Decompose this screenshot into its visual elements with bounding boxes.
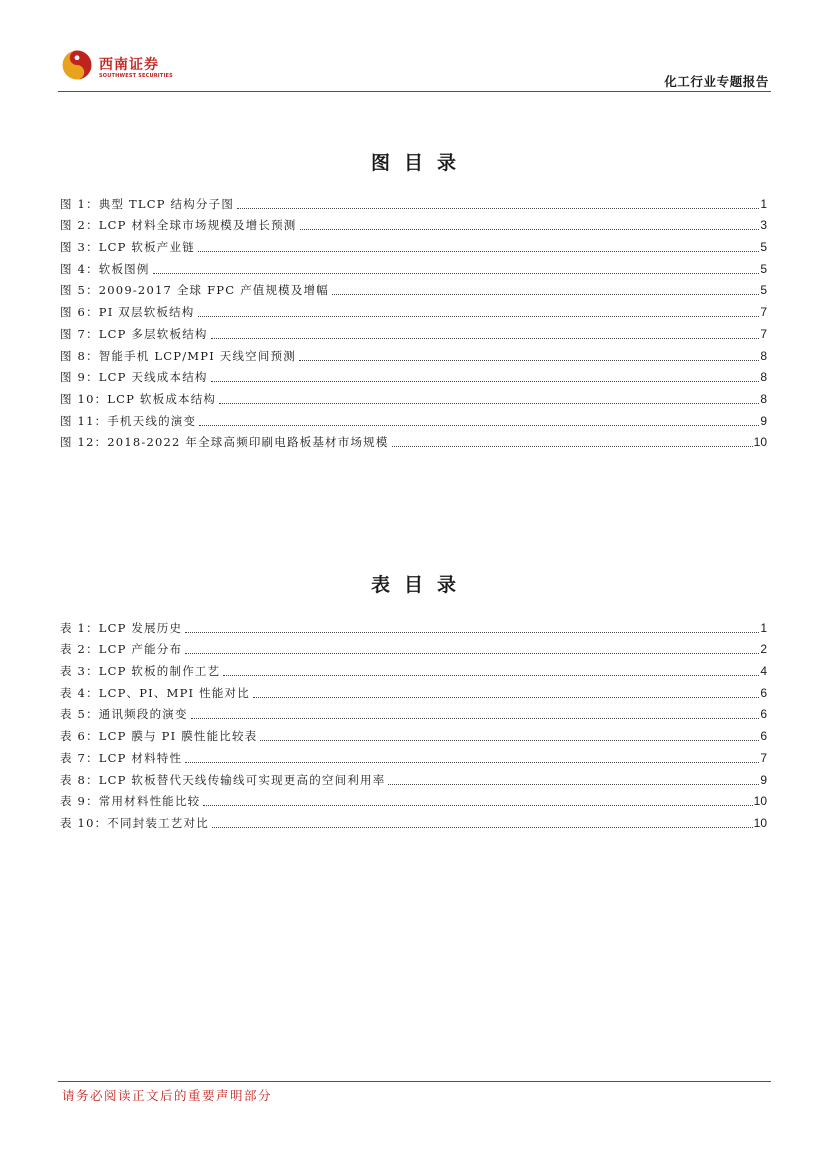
dot-leader bbox=[153, 273, 760, 274]
dot-leader bbox=[237, 208, 759, 209]
dot-leader bbox=[299, 360, 759, 361]
table-toc-entry[interactable] bbox=[60, 679, 767, 701]
figure-toc-entry[interactable] bbox=[60, 407, 767, 429]
dot-leader bbox=[332, 294, 759, 295]
table-entry-label: 表 9：常用材料性能比较 bbox=[60, 794, 201, 809]
figure-entry-page-number: 8 bbox=[760, 370, 767, 385]
figure-toc-entry[interactable] bbox=[60, 212, 767, 234]
dot-leader bbox=[212, 827, 753, 828]
figure-toc-entry[interactable] bbox=[60, 190, 767, 212]
report-type-title: 化工行业专题报告 bbox=[664, 74, 769, 89]
figure-toc-entry[interactable] bbox=[60, 233, 767, 255]
figure-entry-label: 图 11：手机天线的演变 bbox=[60, 413, 197, 428]
table-toc-entry[interactable] bbox=[60, 636, 767, 658]
dot-leader bbox=[185, 632, 759, 633]
footer-disclaimer: 请务必阅读正文后的重要声明部分 bbox=[62, 1088, 273, 1103]
header-divider bbox=[58, 91, 771, 92]
figure-toc-entry[interactable] bbox=[60, 429, 767, 451]
tables-section-title bbox=[60, 570, 767, 597]
dot-leader bbox=[253, 697, 759, 698]
table-entry-page-number: 4 bbox=[760, 664, 767, 679]
table-entry-label: 表 3：LCP 软板的制作工艺 bbox=[60, 664, 221, 679]
logo-emblem-icon bbox=[62, 50, 92, 80]
figure-entry-label: 图 3：LCP 软板产业链 bbox=[60, 240, 195, 255]
figure-entry-page-number: 5 bbox=[760, 240, 767, 255]
figure-entry-label: 图 4：软板图例 bbox=[60, 261, 150, 276]
table-entry-page-number: 7 bbox=[760, 750, 767, 765]
figure-entry-page-number: 8 bbox=[760, 348, 767, 363]
figure-entry-label: 图 8：智能手机 LCP/MPI 天线空间预测 bbox=[60, 348, 296, 363]
dot-leader bbox=[191, 718, 760, 719]
dot-leader bbox=[199, 425, 759, 426]
dot-leader bbox=[203, 805, 752, 806]
figure-toc-entry[interactable] bbox=[60, 298, 767, 320]
figure-entry-label: 图 12：2018-2022 年全球高频印刷电路板基材市场规模 bbox=[60, 435, 389, 450]
tables-toc-list bbox=[60, 614, 767, 831]
table-entry-label: 表 7：LCP 材料特性 bbox=[60, 750, 183, 765]
dot-leader bbox=[211, 338, 760, 339]
table-toc-entry[interactable] bbox=[60, 744, 767, 766]
dot-leader bbox=[392, 446, 753, 447]
table-entry-page-number: 10 bbox=[753, 794, 767, 809]
figure-entry-label: 图 1：典型 TLCP 结构分子图 bbox=[60, 196, 235, 211]
figure-entry-label: 图 10：LCP 软板成本结构 bbox=[60, 391, 217, 406]
figure-entry-page-number: 7 bbox=[760, 326, 767, 341]
dot-leader bbox=[219, 403, 759, 404]
figure-entry-page-number: 9 bbox=[760, 413, 767, 428]
figure-entry-page-number: 3 bbox=[760, 218, 767, 233]
table-entry-page-number: 1 bbox=[760, 620, 767, 635]
table-entry-label: 表 1：LCP 发展历史 bbox=[60, 620, 183, 635]
table-toc-entry[interactable] bbox=[60, 809, 767, 831]
table-toc-entry[interactable] bbox=[60, 657, 767, 679]
table-toc-entry[interactable] bbox=[60, 701, 767, 723]
company-logo bbox=[62, 48, 177, 82]
dot-leader bbox=[185, 762, 759, 763]
table-entry-label: 表 6：LCP 膜与 PI 膜性能比较表 bbox=[60, 729, 258, 744]
figures-title-text: 图目录 bbox=[370, 152, 470, 174]
figure-entry-page-number: 1 bbox=[760, 196, 767, 211]
table-entry-label: 表 5：通讯频段的演变 bbox=[60, 707, 188, 722]
figure-entry-label: 图 9：LCP 天线成本结构 bbox=[60, 370, 208, 385]
table-entry-page-number: 2 bbox=[760, 642, 767, 657]
figure-toc-entry[interactable] bbox=[60, 342, 767, 364]
dot-leader bbox=[185, 653, 759, 654]
dot-leader bbox=[211, 381, 760, 382]
table-entry-page-number: 6 bbox=[760, 729, 767, 744]
figure-toc-entry[interactable] bbox=[60, 255, 767, 277]
figure-entry-page-number: 7 bbox=[760, 305, 767, 320]
figure-toc-entry[interactable] bbox=[60, 364, 767, 386]
figures-toc-list bbox=[60, 190, 767, 450]
dot-leader bbox=[260, 740, 759, 741]
table-entry-page-number: 10 bbox=[753, 815, 767, 830]
dot-leader bbox=[223, 675, 759, 676]
table-entry-label: 表 4：LCP、PI、MPI 性能对比 bbox=[60, 685, 250, 700]
tables-title-text: 表目录 bbox=[370, 574, 470, 596]
logo-english-name: SOUTHWEST SECURITIES bbox=[99, 73, 173, 79]
dot-leader bbox=[198, 316, 760, 317]
table-toc-entry[interactable] bbox=[60, 722, 767, 744]
table-toc-entry[interactable] bbox=[60, 766, 767, 788]
figure-toc-entry[interactable] bbox=[60, 320, 767, 342]
dot-leader bbox=[388, 784, 759, 785]
table-entry-label: 表 2：LCP 产能分布 bbox=[60, 642, 183, 657]
figure-entry-label: 图 6：PI 双层软板结构 bbox=[60, 305, 195, 320]
page-header bbox=[60, 46, 771, 92]
table-entry-page-number: 9 bbox=[760, 772, 767, 787]
table-entry-page-number: 6 bbox=[760, 685, 767, 700]
logo-chinese-name: 西南证券 bbox=[99, 57, 159, 73]
figure-entry-label: 图 7：LCP 多层软板结构 bbox=[60, 326, 208, 341]
figure-entry-page-number: 5 bbox=[760, 261, 767, 276]
figure-entry-label: 图 5：2009-2017 全球 FPC 产值规模及增幅 bbox=[60, 283, 329, 298]
table-toc-entry[interactable] bbox=[60, 788, 767, 810]
figure-toc-entry[interactable] bbox=[60, 277, 767, 299]
footer-divider bbox=[58, 1081, 771, 1082]
table-entry-label: 表 8：LCP 软板替代天线传输线可实现更高的空间利用率 bbox=[60, 772, 386, 787]
table-entry-label: 表 10：不同封装工艺对比 bbox=[60, 815, 209, 830]
figure-entry-page-number: 8 bbox=[760, 391, 767, 406]
figure-entry-page-number: 5 bbox=[760, 283, 767, 298]
dot-leader bbox=[198, 251, 759, 252]
figure-entry-label: 图 2：LCP 材料全球市场规模及增长预测 bbox=[60, 218, 297, 233]
figures-section-title bbox=[60, 148, 767, 175]
figure-toc-entry[interactable] bbox=[60, 385, 767, 407]
dot-leader bbox=[300, 229, 760, 230]
table-entry-page-number: 6 bbox=[760, 707, 767, 722]
table-toc-entry[interactable] bbox=[60, 614, 767, 636]
figure-entry-page-number: 10 bbox=[753, 435, 767, 450]
